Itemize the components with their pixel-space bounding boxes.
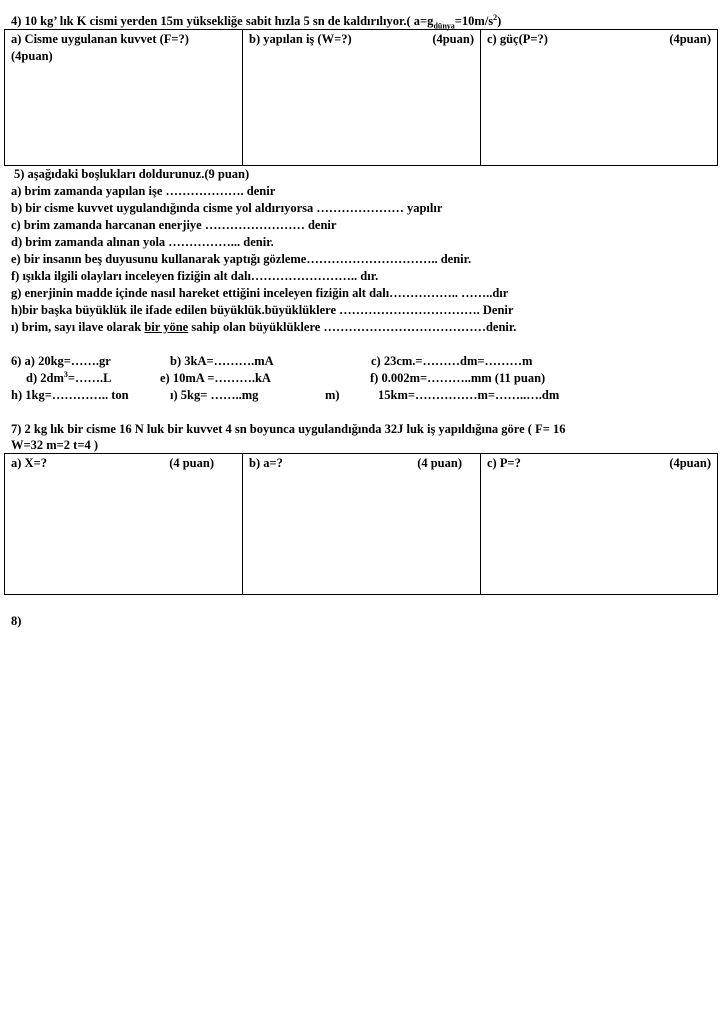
q4-cell-c[interactable] [481, 30, 718, 166]
q6-row1-c: c) 23cm.=………dm=………m [371, 354, 533, 368]
q4-title-unit: =10m/s [454, 14, 494, 28]
q6-row2-c: f) 0.002m=………..mm (11 puan) [370, 371, 546, 385]
q7-cell-c[interactable] [481, 454, 718, 595]
q5-line-i-text: ı) brim, sayı ilave olarak [11, 320, 145, 334]
q6-row3-d: 15km=……………m=……..….dm [378, 388, 560, 402]
q6-row2-a-rest: =…….L [67, 371, 112, 385]
q7-title-line2: W=32 m=2 t=4 ) [11, 438, 98, 452]
q5-line-e: e) bir insanın beş duyusunu kullanarak yaptığı gözleme………………………….. denir. [11, 252, 472, 266]
q7-cell-b[interactable] [243, 454, 481, 595]
q5-line-i [11, 319, 516, 336]
q8-label: 8) [11, 614, 22, 628]
q5-line-i-rest: sahip olan büyüklüklere …………………………………denir. [188, 320, 517, 334]
q4-title-superscript: 2 [493, 12, 498, 22]
q6-row2-a-text: d) 2dm [26, 371, 64, 385]
q4-cell-c-label: c) güç(P=?) [487, 32, 548, 46]
q7-cell-a-label: a) X=? [11, 456, 47, 470]
q4-answer-table [4, 29, 718, 166]
q5-line-a: a) brim zamanda yapılan işe ………………. denir [11, 184, 276, 198]
q7-cell-b-label: b) a=? [249, 456, 283, 470]
q6-row2-a [26, 370, 111, 387]
q4-cell-a-label: a) Cisme uygulanan kuvvet (F=?) [11, 32, 189, 46]
q6-row2-a-superscript: 3 [63, 369, 68, 379]
q5-line-d: d) brim zamanda alınan yola ……………... denir. [11, 235, 274, 249]
q6-row3-b: ı) 5kg= ……..mg [170, 388, 259, 402]
q4-title-text: 4) 10 kg’ lık K cismi yerden 15m yüksekliğe sabit hızla 5 sn de kaldırılıyor.( a=g [11, 14, 434, 28]
q4-title-subscript: dünya [433, 21, 455, 31]
q4-cell-a[interactable] [5, 30, 243, 166]
q7-cell-b-points: (4 puan) [417, 456, 462, 470]
q5-line-h: h)bir başka büyüklük ile ifade edilen büyüklük.büyüklüklere ……………………………. Denir [11, 303, 514, 317]
q4-cell-c-points: (4puan) [669, 32, 711, 46]
q4-cell-b[interactable] [243, 30, 481, 166]
q7-cell-a-points: (4 puan) [169, 456, 214, 470]
q5-line-b: b) bir cisme kuvvet uygulandığında cisme yol aldırıyorsa ………………… yapılır [11, 201, 443, 215]
q4-title [11, 13, 501, 30]
q7-cell-a[interactable] [5, 454, 243, 595]
q5-line-f: f) ışıkla ilgili olayları inceleyen fiziğin alt dalı…………………….. dır. [11, 269, 379, 283]
q4-cell-a-points: (4puan) [11, 49, 53, 63]
q4-cell-b-label: b) yapılan iş (W=?) [249, 32, 352, 46]
q4-cell-b-points: (4puan) [432, 32, 474, 46]
q4-title-close: ) [497, 14, 502, 28]
q6-row3-a: h) 1kg=………….. ton [11, 388, 129, 402]
q6-row2-b: e) 10mA =……….kA [160, 371, 271, 385]
q6-row3-c: m) [325, 388, 340, 402]
q6-row1-a: 6) a) 20kg=…….gr [11, 354, 111, 368]
q5-line-c: c) brim zamanda harcanan enerjiye …………………… denir [11, 218, 337, 232]
q7-cell-c-label: c) P=? [487, 456, 521, 470]
q5-line-g: g) enerjinin madde içinde nasıl hareket ettiğini inceleyen fiziğin alt dalı…………….. ……..dır [11, 286, 509, 300]
q7-answer-table [4, 453, 718, 595]
q7-title-line1: 7) 2 kg lık bir cisme 16 N luk bir kuvvet 4 sn boyunca uygulandığında 32J luk iş yapıldığına göre ( F= 16 [11, 422, 566, 436]
q5-title: 5) aşağıdaki boşlukları doldurunuz.(9 puan) [14, 167, 250, 181]
q7-cell-c-points: (4puan) [669, 456, 711, 470]
q6-row1-b: b) 3kA=……….mA [170, 354, 274, 368]
q5-line-i-underlined: bir yöne [144, 320, 189, 334]
